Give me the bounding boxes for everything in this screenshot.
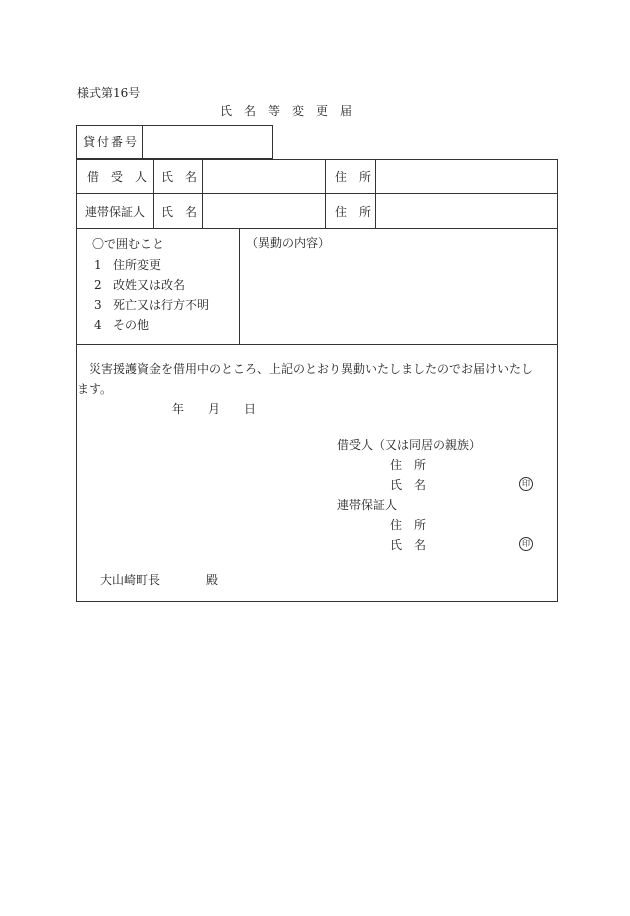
seal-mark: 印 — [519, 477, 533, 491]
loan-number-label: 貸付番号 — [83, 135, 140, 149]
column-divider — [202, 159, 203, 228]
change-details-label: （異動の内容） — [246, 236, 331, 250]
signature-guarantor-label: 連帯保証人 — [337, 498, 398, 512]
borrower-label: 借 受 人 — [87, 170, 148, 184]
change-option-death[interactable]: 死亡又は行方不明 — [113, 298, 210, 312]
signature-borrower-label: 借受人（又は同居の親族） — [337, 438, 482, 452]
column-divider — [325, 159, 326, 228]
change-option-num: 1 — [94, 258, 102, 272]
row-divider — [76, 193, 558, 194]
form-number: 様式第16号 — [77, 86, 141, 100]
guarantor-label: 連帯保証人 — [85, 205, 146, 219]
signature-borrower-address-label: 住 所 — [390, 458, 427, 472]
loan-number-divider — [142, 125, 143, 159]
change-option-num: 4 — [94, 318, 102, 332]
addressee-honorific: 殿 — [206, 573, 219, 587]
change-option-address[interactable]: 住所変更 — [113, 258, 162, 272]
form-title: 氏 名 等 変 更 届 — [220, 104, 353, 118]
signature-guarantor-name-label: 氏 名 — [390, 538, 427, 552]
signature-guarantor-address-label: 住 所 — [390, 518, 427, 532]
column-divider — [153, 159, 154, 228]
change-option-num: 2 — [94, 278, 102, 292]
declaration-date: 年 月 日 — [172, 402, 257, 416]
borrower-name-label: 氏 名 — [161, 170, 198, 184]
column-divider — [239, 228, 240, 344]
signature-borrower-name-label: 氏 名 — [390, 478, 427, 492]
seal-mark: 印 — [519, 537, 533, 551]
guarantor-name-label: 氏 名 — [161, 205, 198, 219]
column-divider — [375, 159, 376, 228]
change-option-num: 3 — [94, 298, 102, 312]
declaration-text: 災害援護資金を借用中のところ、上記のとおり異動いたしましたのでお届けいたします。 — [77, 362, 534, 396]
borrower-address-label: 住 所 — [335, 170, 372, 184]
change-option-name[interactable]: 改姓又は改名 — [113, 278, 186, 292]
change-instruction: 〇で囲むこと — [92, 237, 165, 251]
row-divider — [76, 228, 558, 229]
addressee-name: 大山崎町長 — [100, 573, 161, 587]
guarantor-address-label: 住 所 — [335, 205, 372, 219]
change-option-other[interactable]: その他 — [113, 318, 150, 332]
row-divider — [76, 344, 558, 345]
